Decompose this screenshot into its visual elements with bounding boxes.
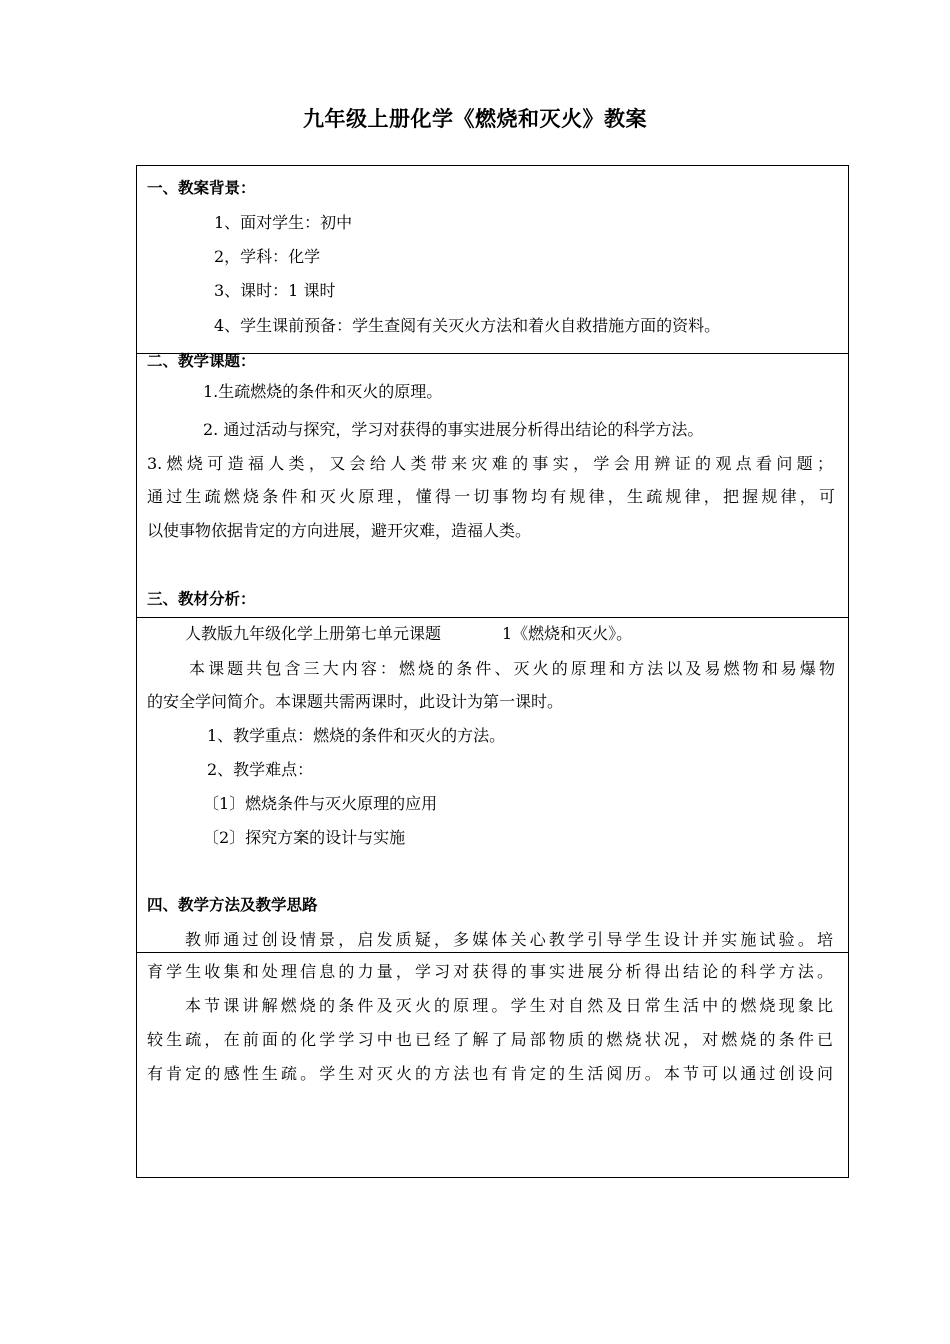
section4-heading: 四、教学方法及教学思路 bbox=[147, 896, 318, 914]
lesson-plan-table bbox=[136, 165, 849, 1178]
key-point: 1、教学重点：燃烧的条件和灭火的方法。 bbox=[207, 726, 506, 745]
section2-item3-line: 3.燃烧可造福人类，又会给人类带来灾难的事实，学会用辨证的观点看问题； bbox=[147, 454, 833, 473]
section1-item: 1、面对学生：初中 bbox=[214, 213, 353, 232]
section2-item: 1.生疏燃烧的条件和灭火的原理。 bbox=[203, 382, 443, 401]
section1-item: 2，学科：化学 bbox=[214, 247, 321, 266]
textbook-line-title: 1《燃烧和灭火》。 bbox=[502, 624, 633, 643]
page-title: 九年级上册化学《燃烧和灭火》教案 bbox=[303, 107, 647, 131]
section4-line: 育学生收集和处理信息的力量，学习对获得的事实进展分析得出结论的科学方法。 bbox=[147, 962, 833, 981]
section3-para-line: 的安全学问简介。本课题共需两课时，此设计为第一课时。 bbox=[147, 692, 564, 711]
section2-item: 2. 通过活动与探究，学习对获得的事实进展分析得出结论的科学方法。 bbox=[203, 420, 704, 439]
section4-para-line: 较生疏，在前面的化学学习中也已经了解了局部物质的燃烧状况，对燃烧的条件已 bbox=[147, 1030, 833, 1049]
row-divider bbox=[137, 617, 848, 618]
section3-heading: 三、教材分析： bbox=[147, 590, 256, 608]
section4-line: 教师通过创设情景，启发质疑，多媒体关心教学引导学生设计并实施试验。培 bbox=[185, 930, 833, 949]
difficulty-label: 2、教学难点： bbox=[207, 760, 314, 779]
section4-para-line: 有肯定的感性生疏。学生对灭火的方法也有肯定的生活阅历。本节可以通过创设问 bbox=[147, 1064, 833, 1083]
row-divider bbox=[137, 952, 848, 953]
textbook-line: 人教版九年级化学上册第七单元课题 bbox=[185, 624, 442, 643]
section1-item: 3、课时：1 课时 bbox=[214, 281, 336, 300]
difficulty-item: 〔1〕燃烧条件与灭火原理的应用 bbox=[203, 794, 438, 813]
section3-para-line: 本课题共包含三大内容：燃烧的条件、灭火的原理和方法以及易燃物和易爆物 bbox=[189, 659, 835, 678]
section2-item3-line: 通过生疏燃烧条件和灭火原理，懂得一切事物均有规律，生疏规律，把握规律，可 bbox=[147, 487, 835, 506]
section2-item3-line: 以使事物依据肯定的方向进展，避开灾难，造福人类。 bbox=[147, 521, 532, 540]
section4-para-line: 本节课讲解燃烧的条件及灭火的原理。学生对自然及日常生活中的燃烧现象比 bbox=[185, 996, 833, 1015]
difficulty-item: 〔2〕探究方案的设计与实施 bbox=[203, 828, 406, 847]
section1-item: 4、学生课前预备：学生查阅有关灭火方法和着火自救措施方面的资料。 bbox=[214, 316, 721, 335]
section2-heading: 二、教学课题： bbox=[147, 352, 256, 370]
section1-heading: 一、教案背景： bbox=[147, 179, 256, 197]
